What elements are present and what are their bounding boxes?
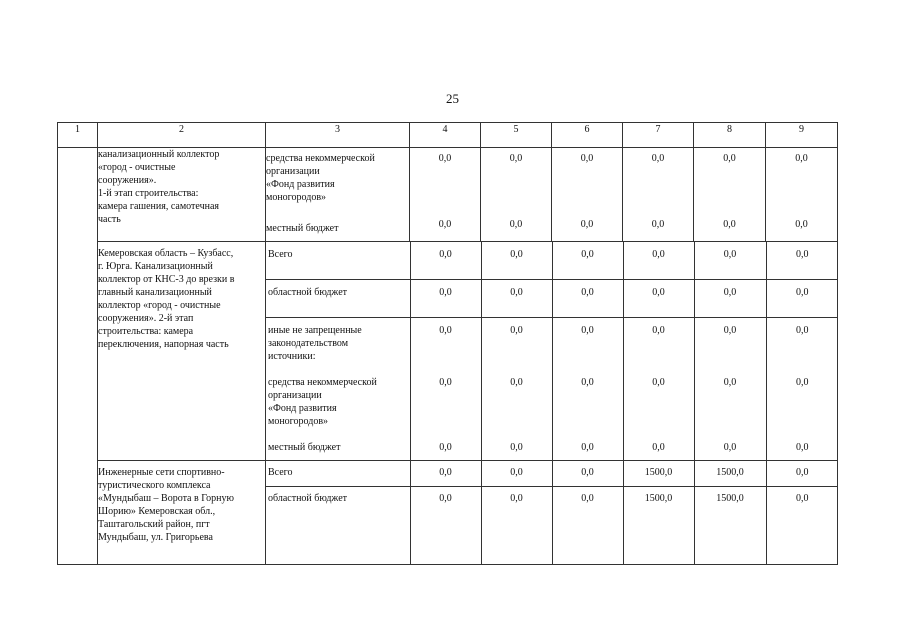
table-row bbox=[58, 242, 838, 461]
value: 1500,0 bbox=[623, 486, 694, 564]
column-header: 7 bbox=[623, 123, 694, 148]
column-header: 5 bbox=[481, 123, 552, 148]
value: 0,0 bbox=[652, 376, 665, 388]
budget-table bbox=[57, 122, 838, 565]
value-stack bbox=[410, 317, 481, 460]
value: 0,0 bbox=[581, 441, 594, 453]
value: 0,0 bbox=[795, 153, 808, 164]
column-header: 2 bbox=[98, 123, 266, 148]
value-cell bbox=[623, 148, 694, 242]
value-cell bbox=[410, 148, 481, 242]
funding-source: местный бюджет bbox=[266, 223, 339, 234]
value: 0,0 bbox=[694, 242, 766, 279]
table-row bbox=[266, 317, 838, 460]
value: 0,0 bbox=[552, 461, 623, 486]
object-description: Кемеровская область – Кузбасс, г. Юрга. Канализационный коллектор от КНС-3 до врезки в главный канализационный коллектор «город - очистные сооружения». 2-й этап строительства: камера переключения, напорная часть bbox=[98, 242, 266, 461]
object-description: канализационный коллектор «город - очистные сооружения». 1-й этап строительства: камера гашения, самотечная часть bbox=[98, 148, 266, 242]
value: 0,0 bbox=[439, 324, 452, 336]
value: 1500,0 bbox=[694, 461, 766, 486]
value: 0,0 bbox=[509, 219, 523, 230]
column-header: 3 bbox=[266, 123, 410, 148]
value: 0,0 bbox=[723, 153, 736, 164]
value: 1500,0 bbox=[694, 486, 766, 564]
value: 0,0 bbox=[438, 219, 452, 230]
value: 0,0 bbox=[581, 376, 594, 388]
funding-source: Всего bbox=[266, 242, 410, 279]
value: 0,0 bbox=[766, 279, 838, 317]
value: 0,0 bbox=[481, 461, 552, 486]
value: 0,0 bbox=[652, 324, 665, 336]
value: 0,0 bbox=[766, 242, 838, 279]
value-cell bbox=[481, 148, 552, 242]
value-cell bbox=[694, 148, 766, 242]
header-row bbox=[58, 123, 838, 148]
table-row bbox=[58, 148, 838, 242]
value: 0,0 bbox=[410, 486, 481, 564]
value: 0,0 bbox=[795, 219, 808, 230]
table-row bbox=[58, 461, 838, 565]
value: 0,0 bbox=[552, 279, 623, 317]
value: 0,0 bbox=[651, 153, 665, 164]
value: 0,0 bbox=[552, 486, 623, 564]
subtable bbox=[266, 242, 838, 460]
value-cell bbox=[552, 148, 623, 242]
value: 0,0 bbox=[581, 324, 594, 336]
value: 0,0 bbox=[481, 486, 552, 564]
value: 0,0 bbox=[652, 441, 665, 453]
value: 0,0 bbox=[481, 242, 552, 279]
value: 0,0 bbox=[439, 441, 452, 453]
row-number-cell bbox=[58, 148, 98, 565]
funding-source-cell bbox=[266, 148, 410, 242]
column-header: 9 bbox=[766, 123, 838, 148]
value-stack bbox=[481, 317, 552, 460]
value: 0,0 bbox=[796, 324, 809, 336]
funding-source: местный бюджет bbox=[268, 441, 341, 453]
value: 0,0 bbox=[439, 376, 452, 388]
table-row bbox=[266, 242, 838, 279]
funding-source: иные не запрещенные законодательством источники: bbox=[268, 324, 362, 362]
value: 0,0 bbox=[580, 153, 594, 164]
subtable bbox=[266, 461, 838, 564]
value: 0,0 bbox=[796, 441, 809, 453]
object-description: Инженерные сети спортивно- туристического комплекса «Мундыбаш – Ворота в Горную Шорию» Кемеровская обл., Таштагольский район, пгт Мундыбаш, ул. Григорьева bbox=[98, 461, 266, 565]
value: 0,0 bbox=[796, 376, 809, 388]
value: 0,0 bbox=[723, 324, 737, 336]
funding-source: средства некоммерческой организации «Фонд развития моногородов» bbox=[268, 376, 377, 427]
table-row bbox=[266, 486, 838, 564]
funding-source: областной бюджет bbox=[266, 279, 410, 317]
value: 0,0 bbox=[410, 279, 481, 317]
value-stack bbox=[766, 317, 838, 460]
table-row bbox=[266, 279, 838, 317]
value: 0,0 bbox=[410, 461, 481, 486]
value: 0,0 bbox=[723, 376, 737, 388]
value: 0,0 bbox=[552, 242, 623, 279]
value: 0,0 bbox=[510, 441, 523, 453]
value: 0,0 bbox=[509, 153, 523, 164]
column-header: 6 bbox=[552, 123, 623, 148]
funding-source-stack bbox=[266, 317, 410, 460]
value-cell bbox=[766, 148, 838, 242]
value: 0,0 bbox=[766, 461, 838, 486]
value: 0,0 bbox=[723, 441, 737, 453]
funding-source: средства некоммерческой организации «Фонд развития моногородов» bbox=[266, 153, 375, 203]
value: 0,0 bbox=[580, 219, 594, 230]
subtable-cell bbox=[266, 461, 838, 565]
value: 1500,0 bbox=[623, 461, 694, 486]
value: 0,0 bbox=[623, 279, 694, 317]
value: 0,0 bbox=[694, 279, 766, 317]
value-stack bbox=[552, 317, 623, 460]
page-number: 25 bbox=[446, 91, 459, 106]
funding-source: областной бюджет bbox=[266, 486, 410, 564]
value: 0,0 bbox=[510, 376, 523, 388]
value: 0,0 bbox=[481, 279, 552, 317]
value: 0,0 bbox=[796, 492, 809, 504]
value-stack bbox=[694, 317, 766, 460]
column-header: 1 bbox=[58, 123, 98, 148]
subtable-cell bbox=[266, 242, 838, 461]
value: 0,0 bbox=[438, 153, 452, 164]
column-header: 4 bbox=[410, 123, 481, 148]
value: 0,0 bbox=[410, 242, 481, 279]
value: 0,0 bbox=[510, 324, 523, 336]
table-row bbox=[266, 461, 838, 486]
funding-source: Всего bbox=[266, 461, 410, 486]
value: 0,0 bbox=[651, 219, 665, 230]
value-stack bbox=[623, 317, 694, 460]
value: 0,0 bbox=[723, 219, 736, 230]
column-header: 8 bbox=[694, 123, 766, 148]
value: 0,0 bbox=[623, 242, 694, 279]
